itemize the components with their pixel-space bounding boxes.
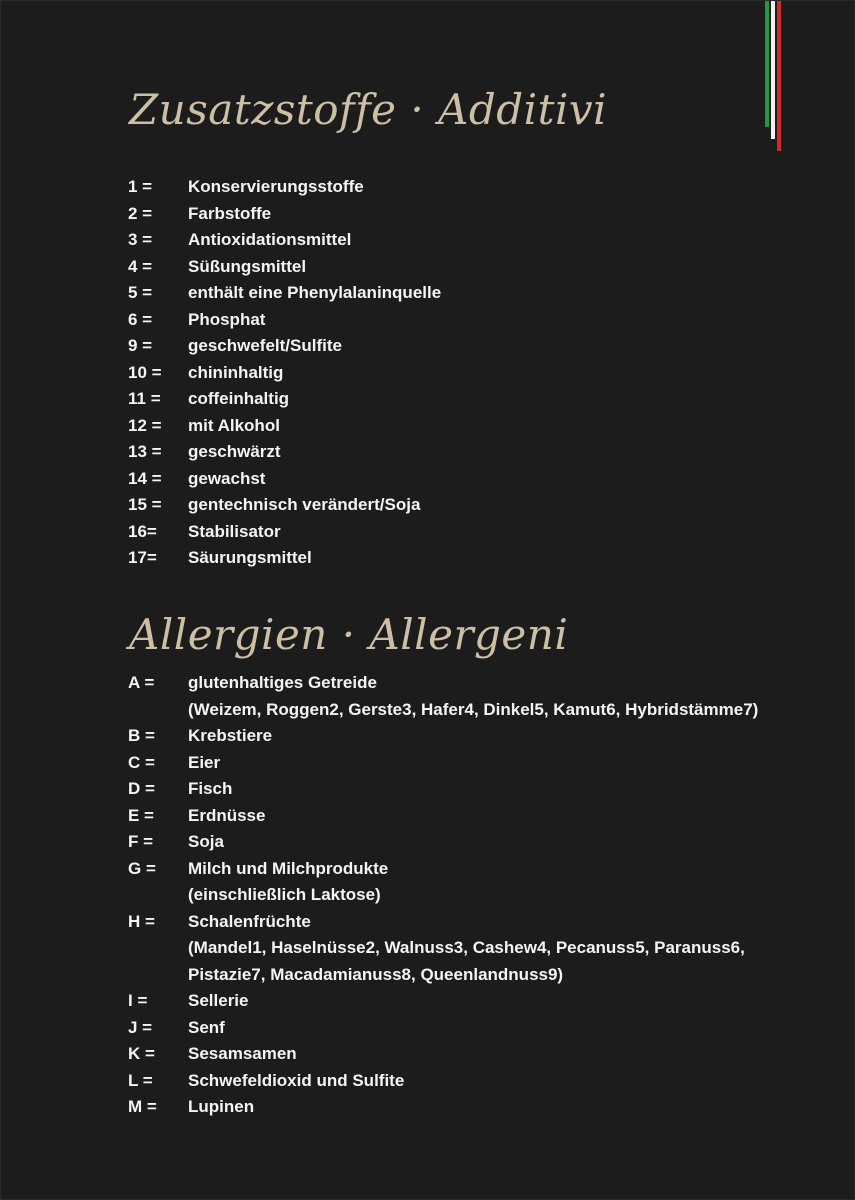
allergeni-item-line: Fisch <box>188 779 233 798</box>
allergeni-item-code: F = <box>128 832 154 851</box>
additivi-item-code: 14 = <box>128 468 162 488</box>
allergeni-list-item <box>128 856 758 909</box>
allergeni-item-code: L = <box>128 1070 153 1090</box>
flag-stripe-white <box>771 1 775 139</box>
allergeni-item-code: M = <box>128 1097 157 1116</box>
allergeni-item-line: Milch und Milchprodukte <box>188 858 389 878</box>
allergeni-item-text <box>188 909 745 989</box>
allergeni-item-text <box>188 1041 297 1068</box>
additivi-item-code: 2 = <box>128 203 153 223</box>
allergeni-item-code: H = <box>128 911 155 931</box>
allergeni-item-text <box>188 1094 254 1121</box>
additivi-item-code: 11 = <box>128 389 161 408</box>
allergeni-list-item <box>128 670 758 723</box>
allergeni-item-code: G = <box>128 858 156 878</box>
additivi-list-item <box>128 174 441 201</box>
allergeni-list-item <box>128 909 758 989</box>
allergeni-list-item <box>128 776 758 803</box>
additivi-item-text <box>188 333 342 360</box>
allergeni-list-item <box>128 1041 758 1068</box>
allergeni-list-item <box>128 1015 758 1042</box>
allergeni-item-line: Sellerie <box>188 991 249 1010</box>
allergeni-item-line: glutenhaltiges Getreide <box>188 673 377 692</box>
allergeni-list-item <box>128 1094 758 1121</box>
allergeni-item-line: Senf <box>188 1017 225 1037</box>
additivi-item-code: 9 = <box>128 336 153 355</box>
additivi-item-text <box>188 386 289 413</box>
allergeni-item-code: B = <box>128 726 155 745</box>
allergeni-item-text <box>188 776 232 803</box>
allergeni-list-item <box>128 1068 758 1095</box>
allergeni-item-text <box>188 988 249 1015</box>
allergeni-item-text <box>188 723 272 750</box>
additivi-item-text <box>188 519 281 546</box>
allergeni-item-line: Schalenfrüchte <box>188 911 311 931</box>
additivi-item-line: gewachst <box>188 468 266 488</box>
allergeni-item-text <box>188 856 388 909</box>
italian-flag-stripes <box>765 1 783 153</box>
allergeni-item-line: Sesamsamen <box>188 1044 297 1063</box>
allergeni-item-text <box>188 1015 225 1042</box>
additivi-list-item <box>128 201 441 228</box>
allergeni-item-line: Krebstiere <box>188 726 273 745</box>
additivi-list <box>128 174 441 572</box>
allergeni-item-text <box>188 829 224 856</box>
allergeni-item-code: A = <box>128 673 155 692</box>
additivi-item-line: Stabilisator <box>188 521 281 541</box>
flag-stripe-red <box>777 1 781 151</box>
allergeni-item-line: Pistazie7, Macadamianuss8, Queenlandnuss9) <box>188 964 564 984</box>
allergeni-item-line: Soja <box>188 832 224 851</box>
additivi-list-item <box>128 254 441 281</box>
allergeni-item-line: Schwefeldioxid und Sulfite <box>188 1070 405 1090</box>
additivi-list-item <box>128 545 441 572</box>
additivi-item-line: gentechnisch verändert/Soja <box>188 495 421 514</box>
additivi-item-line: Phosphat <box>188 309 266 329</box>
additivi-item-line: Säurungsmittel <box>188 548 312 567</box>
additivi-item-line: chininhaltig <box>188 362 284 382</box>
additivi-item-code: 3 = <box>128 230 153 249</box>
allergeni-item-code: I = <box>128 991 148 1010</box>
additivi-item-text <box>188 466 265 493</box>
allergeni-item-code: D = <box>128 779 155 798</box>
allergeni-item-text <box>188 750 220 777</box>
allergeni-list-item <box>128 750 758 777</box>
additivi-item-text <box>188 360 283 387</box>
flag-stripe-green <box>765 1 769 127</box>
additivi-item-code: 4 = <box>128 256 153 276</box>
additivi-list-item <box>128 439 441 466</box>
additivi-item-text <box>188 174 364 201</box>
additivi-item-code: 6 = <box>128 309 153 329</box>
additivi-item-text <box>188 545 312 572</box>
additivi-list-item <box>128 519 441 546</box>
additivi-list-item <box>128 386 441 413</box>
additivi-list-item <box>128 307 441 334</box>
allergeni-item-text <box>188 1068 404 1095</box>
additivi-item-line: Konservierungsstoffe <box>188 177 364 196</box>
allergeni-item-code: E = <box>128 805 154 825</box>
additivi-item-code: 5 = <box>128 283 153 302</box>
additivi-item-line: coffeinhaltig <box>188 389 290 408</box>
additivi-item-text <box>188 307 265 334</box>
additivi-item-text <box>188 254 306 281</box>
allergeni-list-item <box>128 829 758 856</box>
additivi-list-item <box>128 492 441 519</box>
additivi-item-text <box>188 492 420 519</box>
allergeni-item-code: C = <box>128 752 155 772</box>
additivi-item-line: geschwefelt/Sulfite <box>188 336 342 355</box>
allergeni-item-line: (Mandel1, Haselnüsse2, Walnuss3, Cashew4, Pecanuss5, Paranuss6, <box>188 938 745 957</box>
additivi-item-code: 17= <box>128 548 157 567</box>
allergeni-item-text <box>188 670 758 723</box>
allergeni-item-text <box>188 803 265 830</box>
additivi-list-item <box>128 227 441 254</box>
additivi-list-item <box>128 413 441 440</box>
additivi-item-text <box>188 227 351 254</box>
additivi-item-text <box>188 413 280 440</box>
allergeni-list-item <box>128 723 758 750</box>
allergeni-item-code: J = <box>128 1017 153 1037</box>
additivi-list-item <box>128 360 441 387</box>
additivi-item-line: Antioxidationsmittel <box>188 230 352 249</box>
additivi-item-text <box>188 280 441 307</box>
allergeni-list <box>128 670 758 1121</box>
allergeni-item-line: Eier <box>188 752 221 772</box>
additivi-item-code: 10 = <box>128 362 162 382</box>
allergeni-list-item <box>128 988 758 1015</box>
additivi-item-line: mit Alkohol <box>188 415 280 435</box>
additivi-list-item <box>128 280 441 307</box>
additivi-item-code: 16= <box>128 521 157 541</box>
allergeni-item-code: K = <box>128 1044 155 1063</box>
additivi-item-text <box>188 201 271 228</box>
allergeni-item-line: (einschließlich Laktose) <box>188 885 381 904</box>
additivi-item-text <box>188 439 281 466</box>
additivi-item-line: Farbstoffe <box>188 203 272 223</box>
additivi-item-line: enthält eine Phenylalaninquelle <box>188 283 442 302</box>
allergeni-item-line: (Weizem, Roggen2, Gerste3, Hafer4, Dinkel5, Kamut6, Hybridstämme7) <box>188 699 759 719</box>
additivi-item-code: 12 = <box>128 415 162 435</box>
additivi-list-item <box>128 466 441 493</box>
allergeni-item-line: Lupinen <box>188 1097 255 1116</box>
allergeni-list-item <box>128 803 758 830</box>
additivi-item-code: 15 = <box>128 495 162 514</box>
allergeni-item-line: Erdnüsse <box>188 805 266 825</box>
additivi-item-line: geschwärzt <box>188 442 281 461</box>
additivi-item-code: 1 = <box>128 177 153 196</box>
allergeni-title: Allergien · Allergeni <box>129 610 569 659</box>
additivi-title: Zusatzstoffe · Additivi <box>129 85 608 134</box>
additivi-item-line: Süßungsmittel <box>188 256 307 276</box>
additivi-item-code: 13 = <box>128 442 162 461</box>
additivi-list-item <box>128 333 441 360</box>
